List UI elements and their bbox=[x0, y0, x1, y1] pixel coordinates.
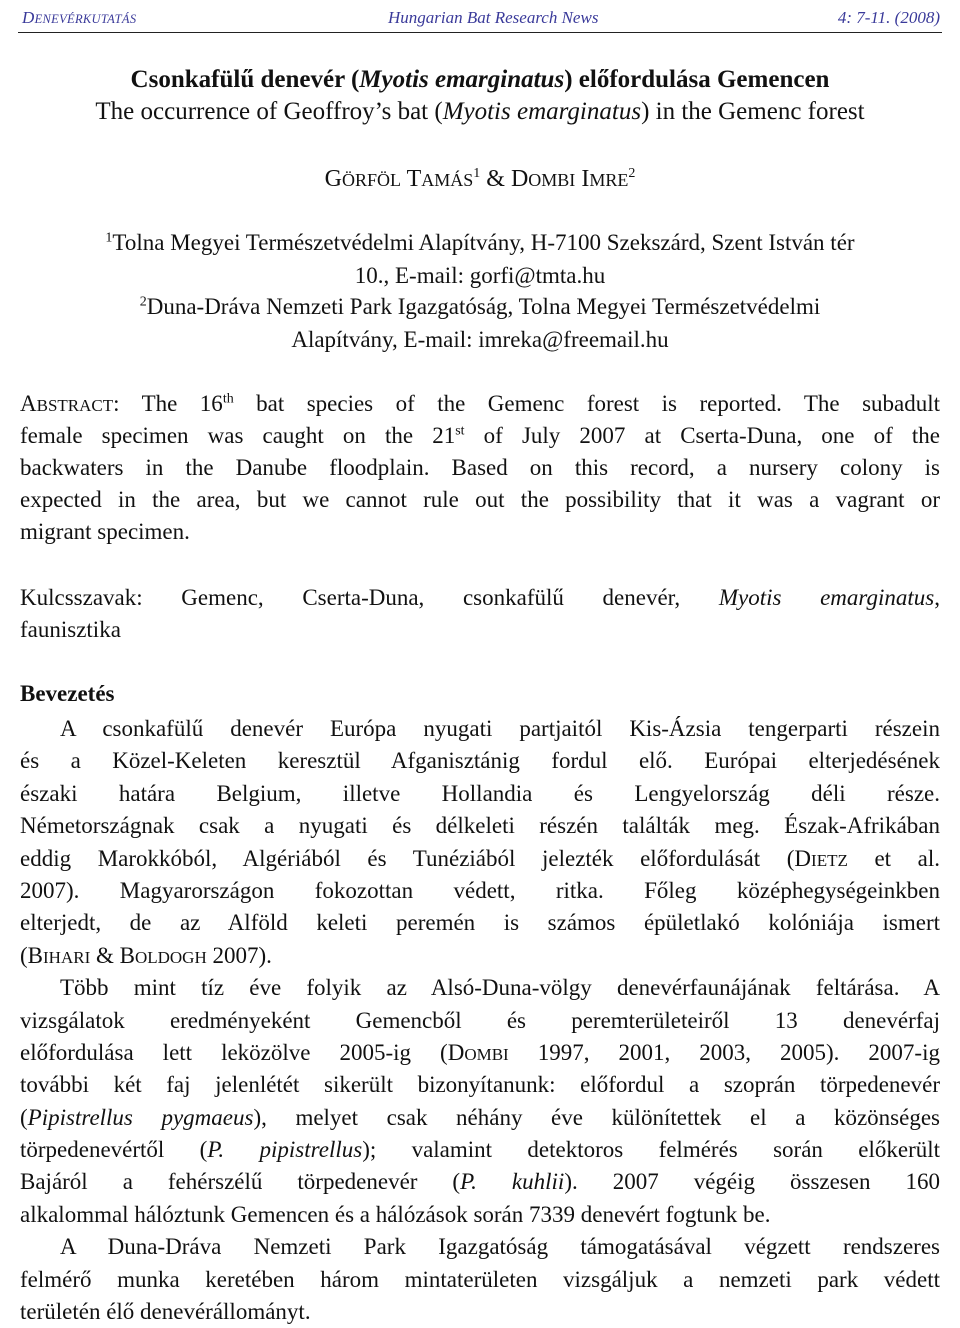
body-text: A csonkafülű denevér Európa nyugati partjaitól Kis-Ázsia tengerparti részein és a Közel-Keleten keresztül Afganisztánig fordul elő. Európai elterjedésének északi határa Belgium, illetve Hollandia és Lengyelország déli része. Németországnak csak a nyugati és délkeleti részén találták meg. Észak-Afrikában eddig Marokkóból, Algériából és Tunéziából jelezték előfordulását (DIETZ et al. 2007). Magyarországon fokozottan védett, ritka. Főleg középhegységeinkben elterjedt, de az Alföld keleti peremén is számos épületlakó kolóniája ismert (BIHARI & BOLDOGH 2007). Több mint tíz éve folyik az Alsó-Duna-völgy denevérfaunájának feltárása. A vizsgálatok eredményeként Gemencből és peremterületeiről 13 denevérfaj előfordulása lett leközölve 2005-ig (DOMBI 1997, 2001, 2003, 2005). 2007-ig további két faj jelenlétét sikerült bizonyítanunk: előfordul a szoprán törpedenevér (Pipistrellus pygmaeus), melyet csak néhány éve különítettek el a közönséges törpedenevértől (P. pipistrellus); valamint detektoros felmérés során előkerült Bajáról a fehérszélű törpedenevér (P. kuhlii). 2007 végéig összesen 160 alkalommal hálóztunk Gemencen és a hálózások során 7339 denevért fogtunk be. A Duna-Dráva Nemzeti Park Igazgatóság támogatásával végzett rendszeres felmérő munka keretében három mintaterületen vizsgáljuk a nemzeti park védett területén élő denevérállományt. bbox=[20, 716, 941, 1325]
running-header bbox=[18, 4, 942, 33]
abstract: ABSTRACT: The 16th bat species of the Gemenc forest is reported. The subadult female specimen was caught on the 21st of July 2007 at Cserta-Duna, one of the backwaters in the Danube floodplain. Based on this record, a nursery colony is expected in the area, but we cannot rule out the possibility that it was a vagrant or migrant specimen. bbox=[20, 391, 941, 544]
journal-volume: 4: 7-11. (2008) bbox=[837, 8, 940, 27]
title-english: The occurrence of Geoffroy’s bat (Myotis emarginatus) in the Gemenc forest bbox=[95, 98, 865, 125]
author-line: GÖRFÖL TAMÁS$^1$ & DOMBI IMRE$^2$ bbox=[324, 166, 636, 192]
journal-name-en: Hungarian Bat Research News bbox=[388, 8, 599, 27]
section-heading-introduction: Bevezetés bbox=[20, 681, 115, 706]
affiliation-1: $^1$Tolna Megyei Természetvédelmi Alapítvány, H-7100 Szekszárd, Szent István tér 10., E-mail: gorfi@tmta.hu bbox=[105, 230, 855, 288]
journal-name-hu: DENEVÉRKUTATÁS bbox=[22, 8, 137, 27]
affiliation-2: $^2$Duna-Dráva Nemzeti Park Igazgatóság, Tolna Megyei Természetvédelmi Alapítvány, E-mail: imreka@freemail.hu bbox=[139, 294, 821, 352]
keywords: Kulcsszavak: Gemenc, Cserta-Duna, csonkafülű denevér, Myotis emarginatus, faunisztika bbox=[20, 585, 940, 642]
title-hungarian: Csonkafülű denevér (Myotis emarginatus) előfordulása Gemencen bbox=[130, 66, 830, 93]
